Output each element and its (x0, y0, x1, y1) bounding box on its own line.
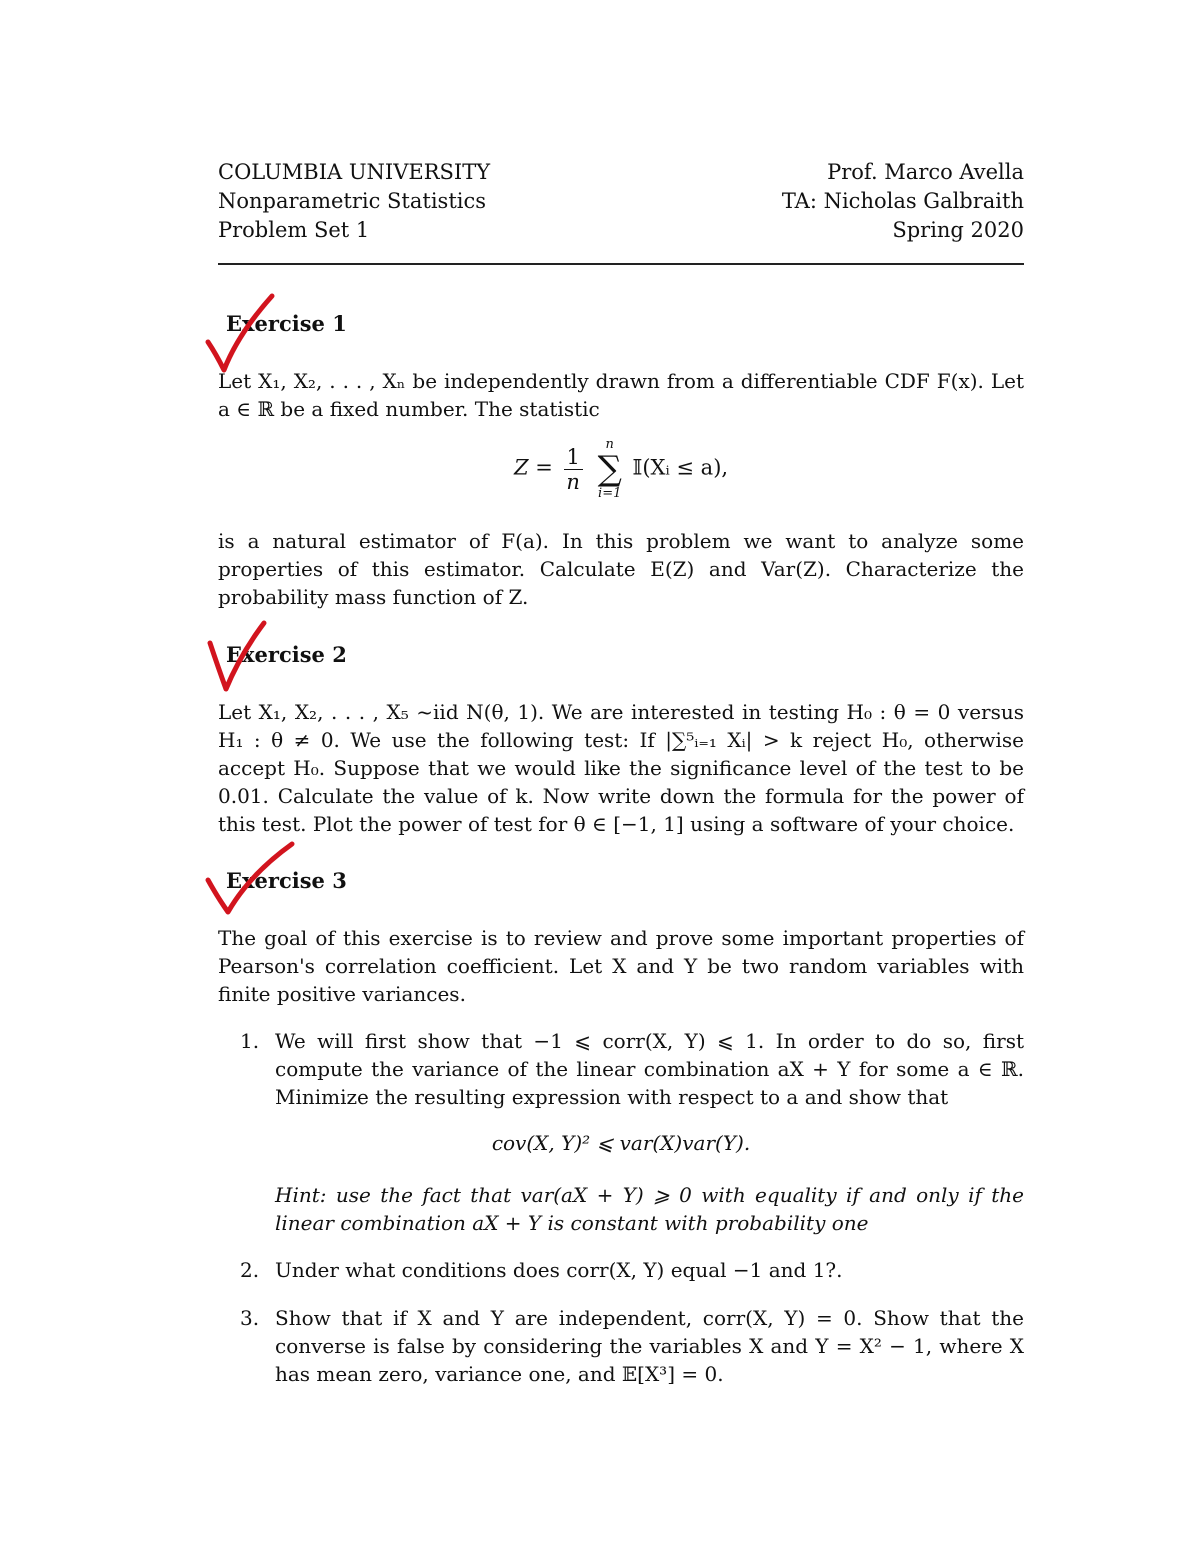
exercise3-heading: Exercise 3 (226, 868, 347, 893)
item-text: Under what conditions does corr(X, Y) equal −1 and 1?. (275, 1258, 843, 1282)
exercise3-item-2 (240, 1256, 1024, 1284)
exercise1-equation (218, 438, 1024, 500)
ta-name: TA: Nicholas Galbraith (781, 189, 1024, 213)
item-text: We will first show that −1 ⩽ corr(X, Y) ⩽ 1. In order to do so, first compute the variance of the linear combination aX + Y for some a ∈ ℝ. Minimize the resulting expression with respect to a and show that (275, 1029, 1024, 1109)
eq-summation (598, 438, 622, 500)
exercise1-body: is a natural estimator of F(a). In this problem we want to analyze some properties of this estimator. Calculate E(Z) and Var(Z). Characterize the probability mass function of Z. (218, 529, 1024, 609)
eq-lhs: Z = (513, 455, 553, 480)
eq-sum-upper: n (605, 437, 614, 452)
exercise1-heading: Exercise 1 (226, 311, 347, 336)
item-number: 3. (240, 1306, 260, 1330)
checkmark-icon (200, 615, 280, 705)
exercise2-body: Let X₁, X₂, . . . , X₅ ~iid N(θ, 1). We are interested in testing H₀ : θ = 0 versus H₁ : θ ≠ 0. We use the following test: If |∑⁵ᵢ₌₁ Xᵢ| > k reject H₀, otherwise accept H₀. Suppose that we would like the significance level of the test to be 0.01. Calculate the value of k. Now write down the formula for the power of this test. Plot the power of test for θ ∈ [−1, 1] using a software of your choice. (218, 700, 1024, 836)
header (218, 158, 1024, 245)
course-name: Nonparametric Statistics (218, 189, 487, 213)
professor-name: Prof. Marco Avella (827, 160, 1024, 184)
exercise3-intro: The goal of this exercise is to review and prove some important properties of Pearson's correlation coefficient. Let X and Y be two random variables with finite positive variances. (218, 926, 1024, 1006)
eq-sum-lower: i=1 (598, 486, 622, 501)
university-name: COLUMBIA UNIVERSITY (218, 160, 491, 184)
problem-set-title: Problem Set 1 (218, 218, 370, 242)
checkmark-icon (198, 838, 298, 928)
exercise3-item-3 (240, 1304, 1024, 1388)
eq-fraction-numerator: 1 (564, 445, 583, 470)
exercise2-heading: Exercise 2 (226, 642, 347, 667)
exercise3-item-1-hint (240, 1181, 1024, 1237)
eq-fraction (564, 445, 583, 494)
exercise1-intro: Let X₁, X₂, . . . , Xₙ be independently drawn from a differentiable CDF F(x). Let a ∈ ℝ be a fixed number. The statistic (218, 369, 1024, 421)
checkmark-icon (200, 290, 280, 380)
item-number: 1. (240, 1029, 260, 1053)
term: Spring 2020 (892, 218, 1024, 242)
eq-fraction-denominator: n (566, 469, 580, 494)
item-number: 2. (240, 1258, 260, 1282)
sigma-symbol: ∑ (597, 449, 622, 489)
eq-rhs: 𝕀(Xᵢ ≤ a), (632, 455, 729, 480)
header-divider (218, 263, 1024, 265)
item-text: Show that if X and Y are independent, corr(X, Y) = 0. Show that the converse is false by considering the variables X and Y = X² − 1, where X has mean zero, variance one, and 𝔼[X³] = 0. (275, 1306, 1024, 1386)
cauchy-schwarz-equation: cov(X, Y)² ⩽ var(X)var(Y). (491, 1131, 751, 1155)
hint-text: Hint: use the fact that var(aX + Y) ⩾ 0 with equality if and only if the linear combination aX + Y is constant with probability one (275, 1183, 1024, 1235)
exercise3-item-1 (240, 1027, 1024, 1111)
